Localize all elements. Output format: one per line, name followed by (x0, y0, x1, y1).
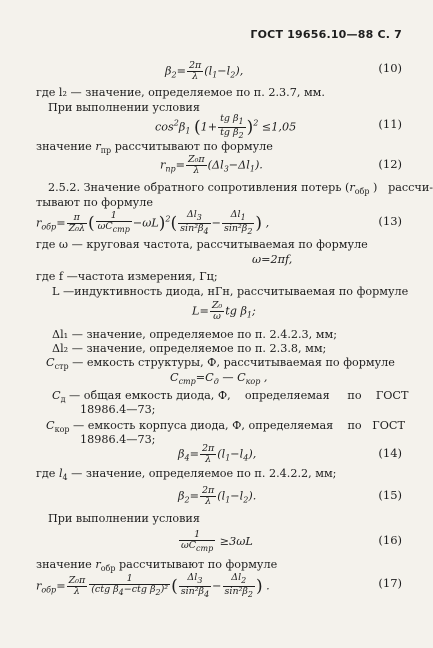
eqno-12: (12) (378, 157, 402, 171)
text-line: 18986.4—73; (80, 403, 156, 416)
formula-12: $r_{пр}=$ $\frac{\text{Z₀π}}{\lambda}$ $(\Delta l_3-\Delta l_1)$. (160, 154, 263, 176)
formula-17: $r_{обр}=$ $\frac{\text{Z₀π}}{\lambda}$ $\frac{1}{(ctg \beta_4-ctg \beta_2)^2}$ ( $\frac{\Delta l_3}{\sin^2\beta_4}$ − $\frac{\Delta l_2}{\sin^2\beta_2}$ ) . (36, 572, 270, 599)
page-header: ГОСТ 19656.10—88 С. 7 (250, 28, 402, 41)
text-line: При выполнении условия (48, 512, 200, 525)
text-line: $C_д$ — общая емкость диода, Ф, определяемая по ГОСТ (52, 389, 409, 405)
eqno-13: (13) (378, 214, 402, 228)
eqno-11: (11) (378, 117, 402, 131)
text-line: тывают по формуле (36, 196, 153, 209)
formula-omega: ω=2πf, (252, 253, 293, 266)
text-line: 2.5.2. Значение обратного сопротивления потерь ($r_{обр}$ ) рассчи- (48, 181, 433, 197)
formula-11: $\cos^2\beta_1$ (1+ $\frac{tg \beta_1}{tg \beta_2}$ )$^2$ ≤1,05 (155, 113, 297, 140)
text-line: где l₂ — значение, определяемое по п. 2.3.7, мм. (36, 86, 325, 99)
text-line: При выполнении условия (48, 101, 200, 114)
eqno-16: (16) (378, 533, 402, 547)
text-line: Δl₂ — значение, определяемое по п. 2.3.8, мм; (52, 342, 327, 355)
eqno-10: (10) (378, 61, 402, 75)
text-line: значение $r_{пр}$ рассчитывают по формуле (36, 140, 273, 156)
text-line: 18986.4—73; (80, 433, 156, 446)
text-line: где ω — круговая частота, рассчитываемая по формуле (36, 238, 368, 251)
text-line: где f —частота измерения, Гц; (36, 270, 218, 283)
text-line: L —индуктивность диода, нГн, рассчитываемая по формуле (52, 285, 409, 298)
formula-14: $\beta_4=$ $\frac{2\pi}{\lambda}$ $(l_1-l_4)$, (178, 443, 257, 465)
eqno-15: (15) (378, 488, 402, 502)
formula-15: $\beta_2=$ $\frac{2\pi}{\lambda}$ $(l_1-l_2)$. (178, 485, 257, 507)
text-line: $C_{стр}$ — емкость структуры, Ф, рассчитываемая по формуле (46, 356, 395, 372)
text-line: где $l_4$ — значение, определяемое по п. 2.4.2.2, мм; (36, 467, 337, 483)
formula-16: $\frac{1}{\omega C_{стр}}$ ≥3ωL (181, 529, 253, 553)
text-line: значение $r_{обр}$ рассчитывают по формуле (36, 558, 278, 574)
formula-13: $r_{обр}=$ $\frac{\pi}{\text{Z₀λ}}$ ( $\frac{1}{\omega C_{стр}}$ −ωL)$^2$( $\frac{\Delta l_3}{\sin^2\beta_4}$ − $\frac{\Delta l_1}{\sin^2\beta_2}$ ) , (36, 209, 270, 236)
formula-L: L= $\frac{\text{Z₀}}{\omega}$ tg $\beta_1$; (192, 300, 256, 322)
text-line: Δl₁ — значение, определяемое по п. 2.4.2.3, мм; (52, 328, 337, 341)
eqno-17: (17) (378, 576, 402, 590)
formula-C: $C_{стр}=C_д$ — $C_{кор}$ , (170, 371, 268, 387)
text-line: $C_{кор}$ — емкость корпуса диода, Ф, определяемая по ГОСТ (46, 419, 405, 435)
formula-10: $\beta_2=$ $\frac{2\pi}{\lambda}$ $(l_1-l_2)$, (165, 60, 244, 82)
eqno-14: (14) (378, 446, 402, 460)
